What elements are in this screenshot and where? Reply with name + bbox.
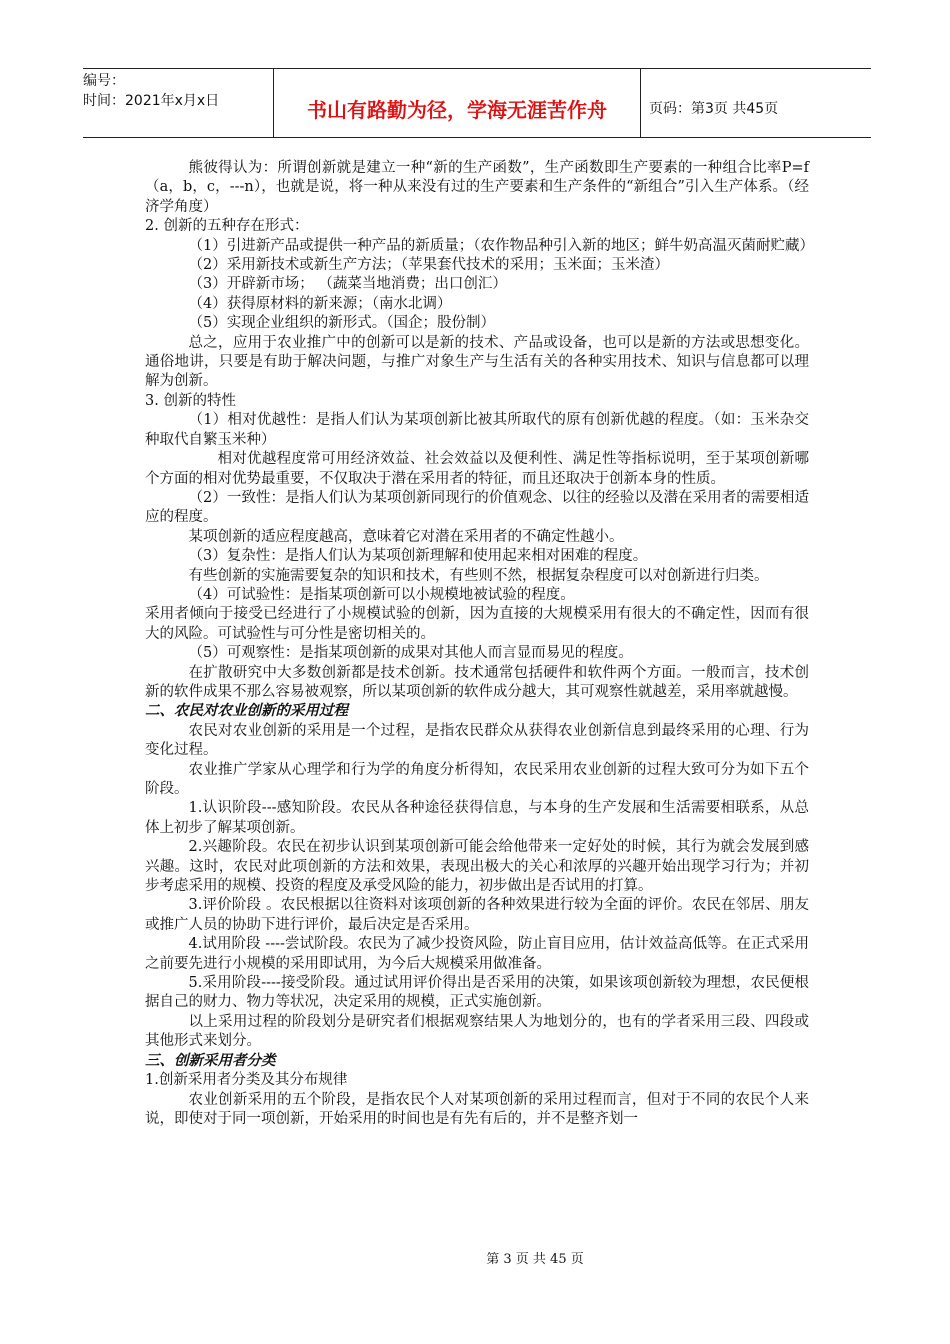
- section-heading: 二、农民对农业创新的采用过程: [145, 703, 348, 720]
- paragraph: 相对优越程度常可用经济效益、社会效益以及便利性、满足性等指标说明，至于某项创新哪个方面的相对优势最重要，不仅取决于潜在采用者的特征，而且还取决于创新本身的性质。: [145, 451, 809, 487]
- paragraph: 1.创新采用者分类及其分布规律: [145, 1072, 348, 1089]
- paragraph: （5）可观察性：是指某项创新的成果对其他人而言显而易见的程度。: [188, 645, 633, 662]
- paragraph: 总之，应用于农业推广中的创新可以是新的技术、产品或设备，也可以是新的方法或思想变化。通俗地讲，只要是有助于解决问题，与推广对象生产与生活有关的各种实用技术、知识与信息都可以理解为创新。: [145, 334, 809, 390]
- paragraph: 以上采用过程的阶段划分是研究者们根据观察结果人为地划分的，也有的学者采用三段、四段或其他形式来划分。: [145, 1013, 809, 1050]
- section-heading: 三、创新采用者分类: [145, 1052, 276, 1069]
- paragraph: （3）开辟新市场； （蔬菜当地消费；出口创汇）: [188, 276, 507, 293]
- paragraph: 2. 创新的五种存在形式：: [145, 218, 309, 235]
- paragraph: 2.兴趣阶段。农民在初步认识到某项创新可能会给他带来一定好处的时候，其行为就会发展到感兴趣。这时，农民对此项创新的方法和效果，表现出极大的关心和浓厚的兴趣开始出现学习行为；并初步考虑采用的规模、投资的程度及承受风险的能力，初步做出是否试用的打算。: [145, 839, 809, 895]
- date-label: 时间：2021年x月x日: [83, 93, 220, 109]
- paragraph: 熊彼得认为：所谓创新就是建立一种“新的生产函数”，生产函数即生产要素的一种组合比率P=f（a，b，c，---n），也就是说，将一种从来没有过的生产要素和生产条件的“新组合”引入生产体系。（经济学角度）: [145, 160, 810, 215]
- paragraph: 3. 创新的特性: [145, 392, 236, 409]
- paragraph: 1.认识阶段---感知阶段。农民从各种途径获得信息，与本身的生产发展和生活需要相联系，从总体上初步了解某项创新。: [145, 800, 809, 836]
- header-meta: [83, 69, 273, 137]
- paragraph: （5）实现企业组织的新形式。（国企；股份制）: [188, 315, 495, 332]
- paragraph: 5.采用阶段----接受阶段。通过试用评价得出是否采用的决策，如果该项创新较为理想，农民便根据自己的财力、物力等状况，决定采用的规模，正式实施创新。: [145, 975, 809, 1011]
- paragraph: 有些创新的实施需要复杂的知识和技术，有些则不然，根据复杂程度可以对创新进行归类。: [188, 567, 769, 584]
- paragraph: （4）获得原材料的新来源；（南水北调）: [188, 295, 452, 312]
- header-motto: 书山有路勤为径，学海无涯苦作舟: [273, 69, 641, 137]
- paragraph: （2）一致性：是指人们认为某项创新同现行的价值观念、以往的经验以及潜在采用者的需要相适应的程度。: [145, 489, 809, 526]
- paragraph: 农民对农业创新的采用是一个过程，是指农民群众从获得农业创新信息到最终采用的心理、行为变化过程。: [145, 722, 809, 759]
- page-header: [83, 68, 871, 138]
- paragraph: 在扩散研究中大多数创新都是技术创新。技术通常包括硬件和软件两个方面。一般而言，技术创新的软件成果不那么容易被观察，所以某项创新的软件成分越大，其可观察性就越差，采用率就越慢。: [145, 664, 809, 700]
- footer-page-number: 第 3 页 共 45 页: [486, 1252, 584, 1267]
- paragraph: （3）复杂性：是指人们认为某项创新理解和使用起来相对困难的程度。: [188, 548, 648, 565]
- paragraph: （2）采用新技术或新生产方法；（苹果套代技术的采用；玉米面；玉米渣）: [188, 257, 669, 274]
- paragraph: 3.评价阶段 。农民根据以往资料对该项创新的各种效果进行较为全面的评价。农民在邻居、朋友或推广人员的协助下进行评价，最后决定是否采用。: [145, 897, 809, 933]
- document-body: [145, 159, 814, 1129]
- paragraph: 4.试用阶段 ----尝试阶段。农民为了减少投资风险，防止盲目应用，估计效益高低等。在正式采用之前要先进行小规模的采用即试用，为今后大规模采用做准备。: [145, 936, 809, 972]
- code-label: 编号：: [83, 73, 125, 89]
- paragraph: （1）引进新产品或提供一种产品的新质量；（农作物品种引入新的地区；鲜牛奶高温灭菌耐贮藏）: [188, 237, 814, 254]
- paragraph: 采用者倾向于接受已经进行了小规模试验的创新，因为直接的大规模采用有很大的不确定性，因而有很大的风险。可试验性与可分性是密切相关的。: [145, 606, 809, 642]
- header-page-label: 页码：第3页 共45页: [649, 101, 779, 117]
- paragraph: （4）可试验性：是指某项创新可以小规模地被试验的程度。: [188, 586, 575, 603]
- page-footer: [0, 1248, 950, 1267]
- paragraph: 某项创新的适应程度越高，意味着它对潜在采用者的不确定性越小。: [188, 528, 624, 545]
- paragraph: 农业创新采用的五个阶段，是指农民个人对某项创新的采用过程而言，但对于不同的农民个人来说，即使对于同一项创新，开始采用的时间也是有先有后的，并不是整齐划一: [145, 1091, 809, 1127]
- paragraph: （1）相对优越性：是指人们认为某项创新比被其所取代的原有创新优越的程度。（如：玉米杂交种取代自繁玉米种）: [145, 412, 809, 448]
- paragraph: 农业推广学家从心理学和行为学的角度分析得知，农民采用农业创新的过程大致可分为如下五个阶段。: [145, 761, 809, 797]
